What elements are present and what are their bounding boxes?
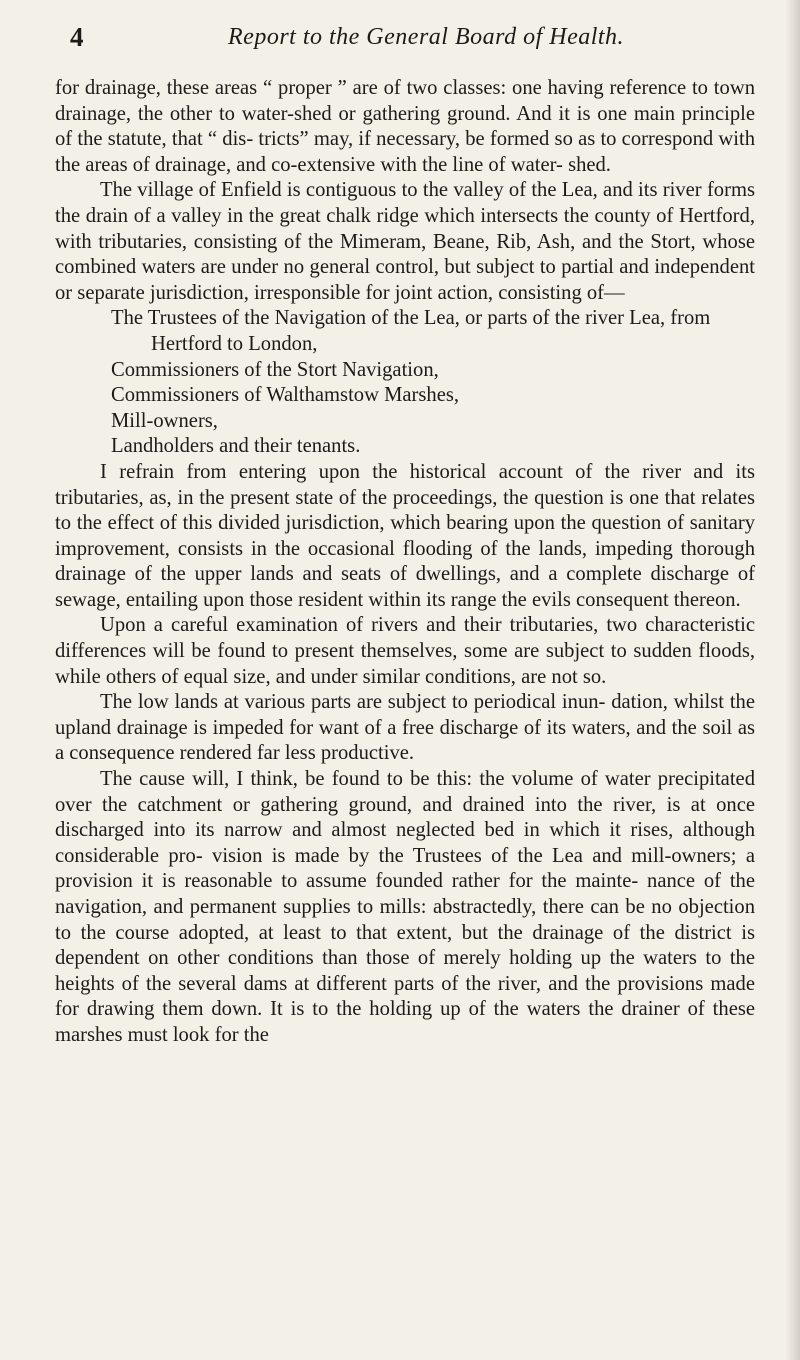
- page-number: 4: [70, 22, 84, 52]
- paragraph-low-lands: The low lands at various parts are subject to periodical inun- dation, whilst the upland drainage is impeded for want of a free discharge of its waters, and the soil as a consequence rendered far less productive.: [55, 691, 755, 765]
- jurisdiction-list: [55, 306, 755, 460]
- paragraph-cause: The cause will, I think, be found to be this: the volume of water precipitated over the catchment or gathering ground, and drained into the river, is at once discharged into its narrow and almost neglected bed in which it rises, although considerable pro- vision is made by the Trustees of the Lea and mill-owners; a provision it is reasonable to assume founded rather for the mainte- nance of the navigation, and permanent supplies to mills: abstractedly, there can be no objection to the course adopted, at least to that extent, but the drainage of the district is dependent on other conditions than those of merely holding up the waters to the heights of the several dams at different parts of the river, and the provisions made for drawing them down. It is to the holding up of the waters the drainer of these marshes must look for the: [55, 768, 755, 1046]
- page-header: [70, 22, 730, 62]
- list-item: Mill-owners,: [111, 409, 218, 432]
- page-edge-shadow: [786, 0, 800, 1360]
- running-title: Report to the General Board of Health.: [228, 24, 625, 50]
- paragraph-drainage-areas: for drainage, these areas “ proper ” are of two classes: one having reference to town drainage, the other to water-shed or gathering ground. And it is one main principle of the statute, that “ dis- tricts” may, if necessary, be formed so as to correspond with the areas of drainage, and co-extensive with the line of water- shed.: [55, 77, 755, 176]
- list-item: The Trustees of the Navigation of the Lea, or parts of the river Lea, from Hertford to London,: [111, 307, 711, 355]
- body-text: [55, 76, 755, 1049]
- paragraph-river-differences: Upon a careful examination of rivers and their tributaries, two characteristic differences will be found to present themselves, some are subject to sudden floods, while others of equal size, and under similar conditions, are not so.: [55, 614, 755, 688]
- list-item: Landholders and their tenants.: [111, 435, 361, 458]
- paragraph-enfield-valley: The village of Enfield is contiguous to the valley of the Lea, and its river forms the drain of a valley in the great chalk ridge which intersects the county of Hertford, with tributaries, consisting of the Mimeram, Beane, Rib, Ash, and the Stort, whose combined waters are under no general control, but subject to partial and independent or separate jurisdiction, irresponsible for joint action, consisting of—: [55, 179, 755, 304]
- list-item: Commissioners of Walthamstow Marshes,: [111, 384, 460, 407]
- paragraph-divided-jurisdiction: I refrain from entering upon the historical account of the river and its tributaries, as, in the present state of the proceedings, the question is one that relates to the effect of this divided jurisdiction, which bearing upon the question of sanitary improvement, consists in the occasional flooding of the lands, impeding thorough drainage of the upper lands and seats of dwellings, and a complete discharge of sewage, entailing upon those resident within its range the evils consequent thereon.: [55, 460, 755, 611]
- list-item: Commissioners of the Stort Navigation,: [111, 358, 439, 381]
